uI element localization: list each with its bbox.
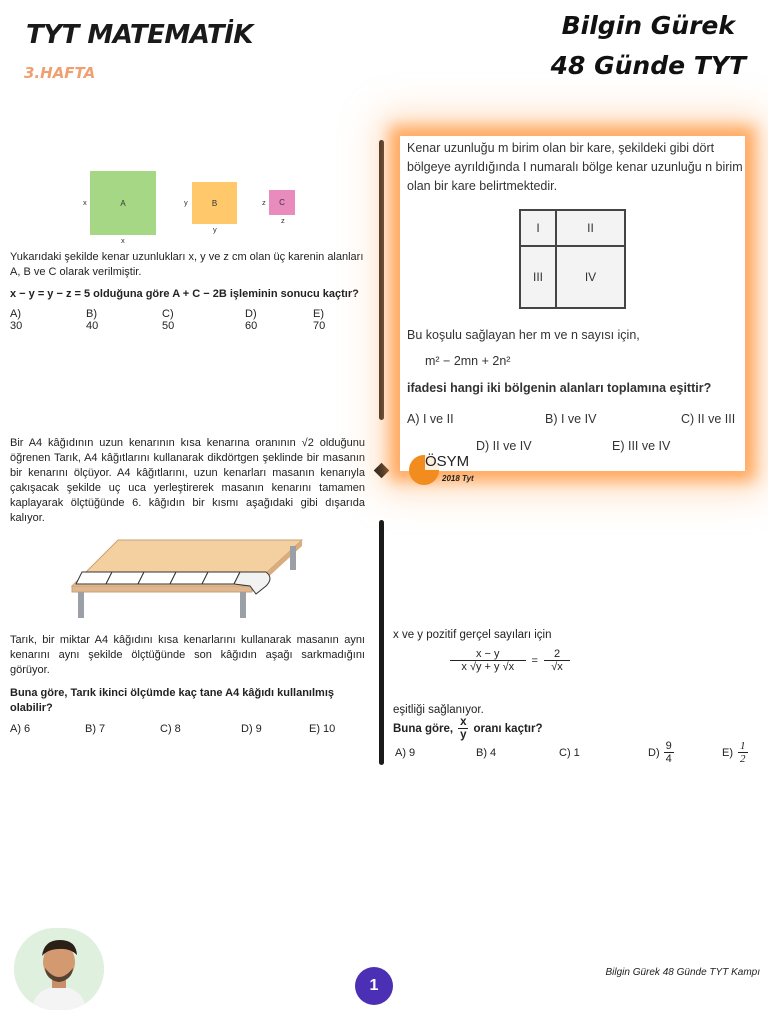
avatar xyxy=(14,928,104,1010)
prompt-suffix: oranı kaçtır? xyxy=(473,722,543,735)
column-divider-bottom xyxy=(379,520,384,765)
q2-option-a[interactable]: A) 6 xyxy=(10,723,31,735)
table-illustration xyxy=(70,536,310,620)
prompt-fraction xyxy=(458,716,468,741)
label-y-left: y xyxy=(184,198,188,207)
question-1-prompt: x − y = y − z = 5 olduğuna göre A + C − 2B işleminin sonucu kaçtır? xyxy=(10,288,359,300)
source-year: 2018 Tyt xyxy=(442,474,474,483)
label-x-bottom: x xyxy=(121,236,125,245)
equals-sign: = xyxy=(531,654,538,667)
page-number-badge: 1 xyxy=(355,967,393,1005)
question-3-text-2: Bu koşulu sağlayan her m ve n sayısı için, xyxy=(407,328,640,342)
prompt-fraction-num: x xyxy=(460,716,467,728)
question-1-text: Yukarıdaki şekilde kenar uzunlukları x, y ve z cm olan üç karenin alanları A, B ve C olarak verilmiştir. xyxy=(10,251,364,278)
paper-3 xyxy=(138,572,176,584)
q2-option-e[interactable]: E) 10 xyxy=(309,723,336,735)
table-leg-front-right xyxy=(240,592,246,618)
label-z-bottom: z xyxy=(281,216,285,225)
q4-option-b[interactable]: B) 4 xyxy=(476,747,497,759)
q2-option-d[interactable]: D) 9 xyxy=(241,723,262,735)
paper-5 xyxy=(202,572,240,584)
square-b-label: B xyxy=(211,198,218,208)
question-4-text-2: eşitliği sağlanıyor. xyxy=(393,704,484,716)
q4-option-e-fraction xyxy=(738,740,748,765)
label-z-left: z xyxy=(262,198,266,207)
week-label: 3.HAFTA xyxy=(24,64,96,82)
right-numerator: 2 xyxy=(544,648,570,661)
question-2-text-2: Tarık, bir miktar A4 kâğıdını kısa kenarlarını kullanarak masanın aynı kenarını aynı şekilde ölçtüğünde son kâğıdın aşağı sarkmadığını görüyor. xyxy=(10,634,365,676)
region-iv: IV xyxy=(584,270,597,284)
q3-option-a[interactable]: A) I ve II xyxy=(407,412,454,426)
q4-option-a[interactable]: A) 9 xyxy=(395,747,416,759)
question-2-text: Bir A4 kâğıdının uzun kenarının kısa kenarına oranının √2 olduğunu öğrenen Tarık, A4 kâğıtlarını kullanarak dikdörtgen şeklinde bir masanın bir kenarını ölçüyor. A4 kâğıtlarını, uzun kenarları masanın kenarıyla çakışacak şekilde uç uca yerleştirerek masanın kenarını tamamen kaplayarak ölçtüğünde 6. kâğıdın bir kısmı aşağıdaki gibi dışarıda kalıyor. xyxy=(10,437,365,524)
author-block xyxy=(551,6,746,86)
label-x-left: x xyxy=(83,198,87,207)
q4-option-d-label: D) xyxy=(648,746,660,759)
q3-option-b[interactable]: B) I ve IV xyxy=(545,412,597,426)
course-name: 48 Günde TYT xyxy=(550,51,746,80)
q4-option-d-den: 4 xyxy=(665,753,672,765)
divider-diamond xyxy=(374,463,390,479)
question-3-expression: m² − 2mn + 2n² xyxy=(425,354,511,368)
footer-caption: Bilgin Gürek 48 Günde TYT Kampı xyxy=(605,967,760,978)
prompt-prefix: Buna göre, xyxy=(393,722,454,735)
q3-option-d[interactable]: D) II ve IV xyxy=(476,439,532,453)
question-2-prompt: Buna göre, Tarık ikinci ölçümde kaç tane A4 kâğıdı kullanılmış olabilir? xyxy=(10,687,334,714)
page-title: TYT MATEMATİK xyxy=(26,20,253,50)
q1-option-b[interactable]: B) 40 xyxy=(86,308,99,332)
region-i: I xyxy=(521,211,557,247)
square-c-label: C xyxy=(279,198,285,207)
region-iii: III xyxy=(521,247,557,307)
q3-option-e[interactable]: E) III ve IV xyxy=(612,439,671,453)
equation-left-fraction xyxy=(450,648,526,673)
q4-option-d-num: 9 xyxy=(665,740,672,752)
q4-option-d-fraction xyxy=(664,740,674,765)
q4-option-d[interactable] xyxy=(648,740,674,765)
column-divider-top xyxy=(379,140,384,420)
q4-option-e-den: 2 xyxy=(740,753,746,765)
right-denominator: √x xyxy=(551,661,563,673)
prompt-fraction-den: y xyxy=(460,729,467,741)
q4-option-e-label: E) xyxy=(722,746,733,759)
square-a xyxy=(90,171,156,235)
region-grid xyxy=(519,209,626,309)
q1-option-e[interactable]: E) 70 xyxy=(313,308,326,332)
person-icon xyxy=(14,928,104,1010)
table-leg-front-left xyxy=(78,592,84,618)
question-4-equation xyxy=(450,648,570,673)
q1-option-c[interactable]: C) 50 xyxy=(162,308,175,332)
left-denominator: x √y + y √x xyxy=(461,661,515,673)
label-y-bottom: y xyxy=(213,225,217,234)
q2-option-b[interactable]: B) 7 xyxy=(85,723,106,735)
question-4-prompt xyxy=(393,716,543,741)
q4-option-c[interactable]: C) 1 xyxy=(559,747,580,759)
author-name: Bilgin Gürek xyxy=(561,11,735,40)
left-numerator: x − y xyxy=(450,648,526,661)
equation-right-fraction xyxy=(544,648,570,673)
q2-option-c[interactable]: C) 8 xyxy=(160,723,181,735)
q4-option-e[interactable] xyxy=(722,740,748,765)
question-4-intro: x ve y pozitif gerçel sayıları için xyxy=(393,629,552,641)
q1-option-a[interactable]: A) 30 xyxy=(10,308,23,332)
paper-2 xyxy=(106,572,144,584)
question-3-text: Kenar uzunluğu m birim olan bir kare, şekildeki gibi dört bölgeye ayrıldığında I numaralı bölge kenar uzunluğu n birim olan bir kare belirtmektedir. xyxy=(407,141,743,193)
region-ii: II xyxy=(557,211,624,247)
osym-logo-text: ÖSYM xyxy=(425,453,470,470)
q4-option-e-num: 1 xyxy=(740,740,746,752)
question-3-prompt: ifadesi hangi iki bölgenin alanları toplamına eşittir? xyxy=(407,381,712,395)
paper-4 xyxy=(170,572,208,584)
square-c xyxy=(269,190,295,215)
square-a-label: A xyxy=(120,198,126,208)
square-b xyxy=(192,182,237,224)
table-leg-back-right xyxy=(290,546,296,570)
q1-option-d[interactable]: D) 60 xyxy=(245,308,258,332)
q3-option-c[interactable]: C) II ve III xyxy=(681,412,736,426)
table-edge xyxy=(72,586,252,592)
